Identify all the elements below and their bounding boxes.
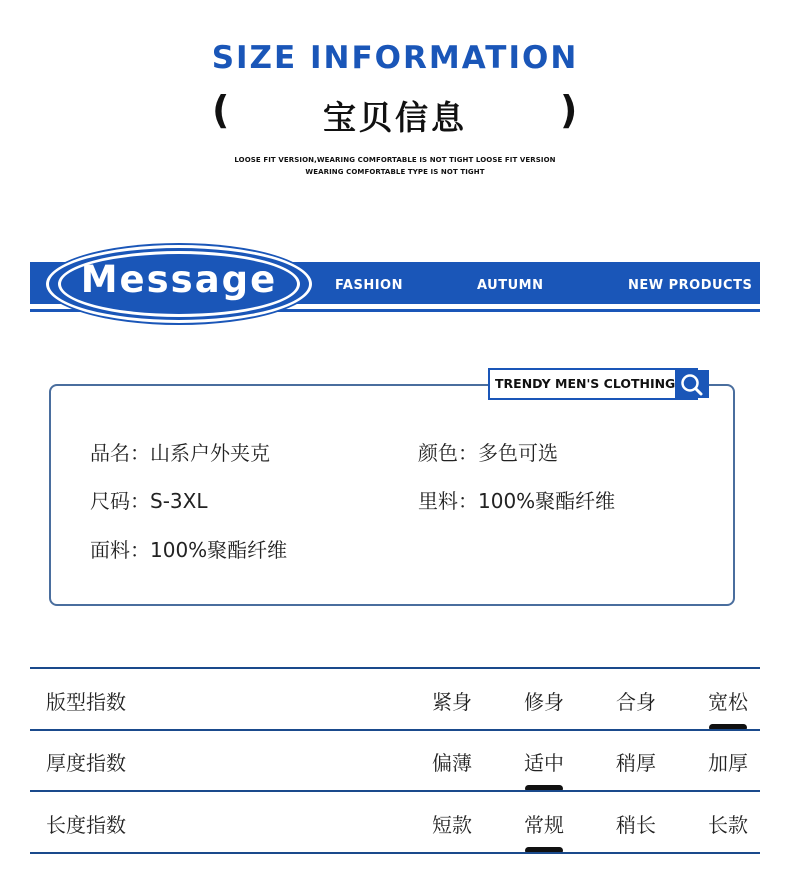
right-bracket: ) xyxy=(560,88,578,132)
table-divider xyxy=(30,729,760,731)
fit-index-label: 版型指数 xyxy=(46,690,126,714)
field-lining: 里料：100%聚酯纤维 xyxy=(418,489,616,513)
banner-label-fashion: FASHION xyxy=(335,278,403,293)
size-information-title: SIZE INFORMATION xyxy=(211,40,579,76)
thickness-option: 稍厚 xyxy=(616,751,656,775)
thickness-option: 加厚 xyxy=(708,751,748,775)
table-divider xyxy=(30,667,760,669)
product-info-title: 宝贝信息 xyxy=(323,98,467,137)
left-bracket: ( xyxy=(212,88,230,132)
message-badge-text: Message xyxy=(80,258,278,301)
banner-label-new-products: NEW PRODUCTS xyxy=(628,278,753,293)
fit-option: 合身 xyxy=(616,690,656,714)
subtitle-line-2: WEARING COMFORTABLE TYPE IS NOT TIGHT xyxy=(305,168,485,176)
field-fabric: 面料：100%聚酯纤维 xyxy=(90,538,288,562)
fit-option: 紧身 xyxy=(432,690,472,714)
subtitle-line-1: LOOSE FIT VERSION,WEARING COMFORTABLE IS NOT TIGHT LOOSE FIT VERSION xyxy=(234,156,556,164)
trendy-tag xyxy=(488,368,698,400)
trendy-tag-text: TRENDY MEN'S CLOTHING xyxy=(495,376,676,391)
length-option: 稍长 xyxy=(616,813,656,837)
length-option: 短款 xyxy=(432,813,472,837)
thickness-option: 偏薄 xyxy=(432,751,472,775)
fit-option: 宽松 xyxy=(708,690,748,714)
field-product-name: 品名：山系户外夹克 xyxy=(90,441,270,465)
length-option: 常规 xyxy=(524,813,564,837)
search-icon xyxy=(675,370,709,398)
thickness-index-label: 厚度指数 xyxy=(46,751,126,775)
length-option: 长款 xyxy=(708,813,748,837)
table-divider xyxy=(30,790,760,792)
table-divider xyxy=(30,852,760,854)
fit-option: 修身 xyxy=(524,690,564,714)
length-index-label: 长度指数 xyxy=(46,813,126,837)
banner-label-autumn: AUTUMN xyxy=(477,278,544,293)
field-size: 尺码：S-3XL xyxy=(90,489,208,513)
thickness-option: 适中 xyxy=(524,751,564,775)
field-color: 颜色：多色可选 xyxy=(418,441,558,465)
